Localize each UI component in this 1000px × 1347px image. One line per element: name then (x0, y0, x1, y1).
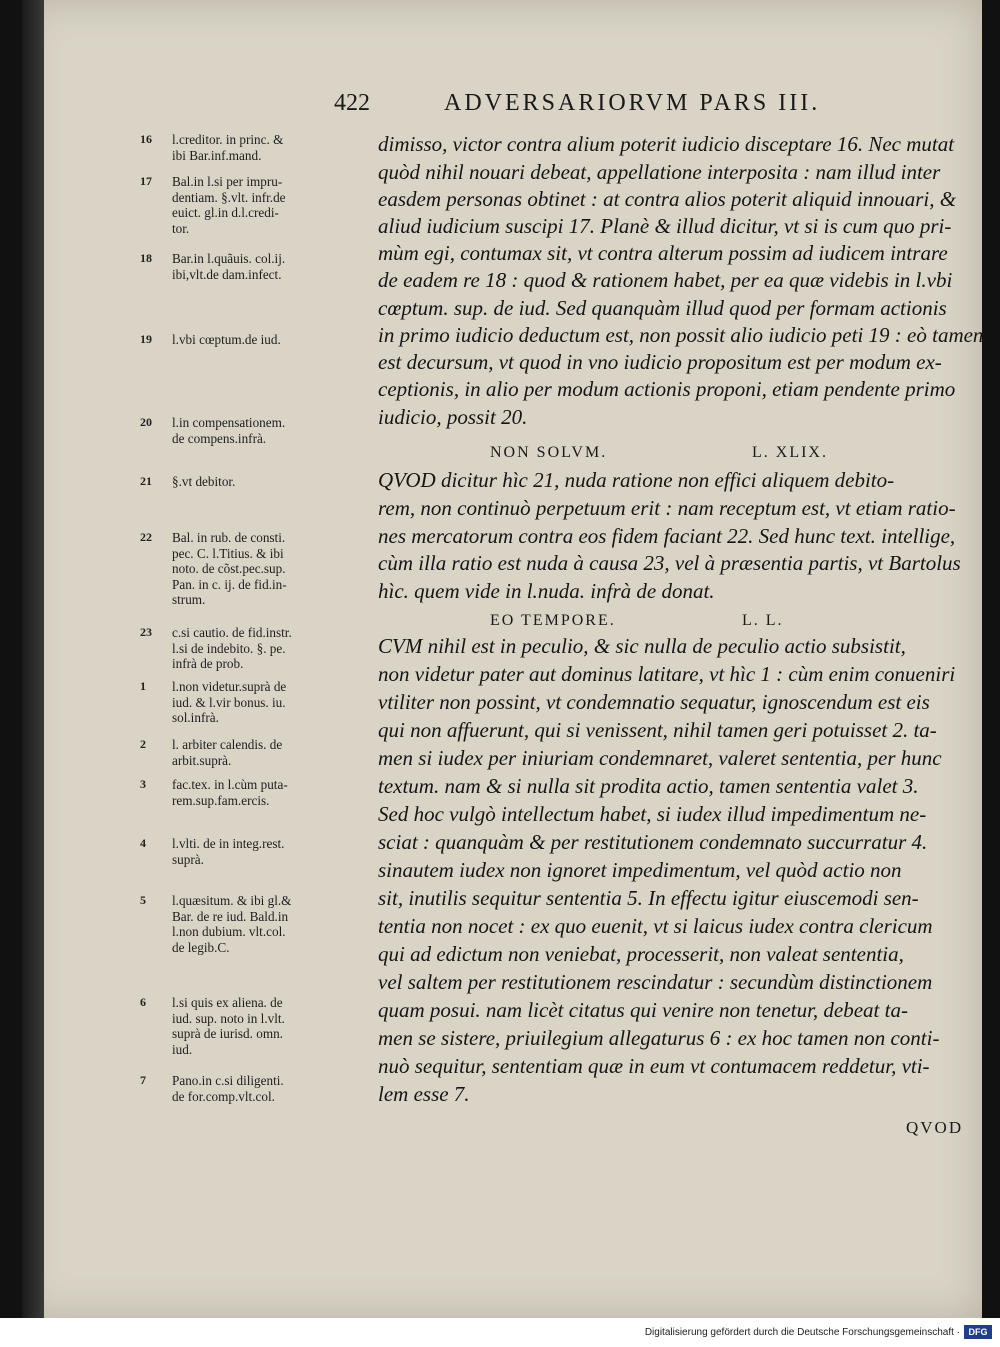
margin-note (140, 737, 377, 768)
section-heading (752, 444, 828, 462)
note-line: euict. gl.in d.l.credi- (172, 205, 279, 220)
binding-shadow (22, 0, 44, 1318)
note-number: 17 (140, 174, 152, 188)
body-line: in primo iudicio deductum est, non possit alio iudicio peti 19 : eò tamen (378, 323, 984, 347)
margin-note (140, 777, 377, 808)
body-line: vtiliter non possint, vt condemnatio sequatur, ignoscendum est eis (378, 690, 930, 714)
note-line: l.si de indebito. §. pe. (172, 640, 286, 656)
note-line: noto. de cõst.pec.sup. (172, 561, 286, 576)
note-line: iud. sup. noto in l.vlt. (172, 1010, 285, 1026)
note-line: c.si cautio. de fid.instr. (172, 625, 292, 640)
note-line: Pan. in c. ij. de fid.in- (172, 576, 287, 592)
body-line: dimisso, victor contra alium poterit iudicio disceptare 16. Nec mutat (378, 132, 955, 156)
margin-note (140, 1073, 377, 1104)
note-number: 1 (140, 679, 146, 693)
note-number: 16 (140, 132, 152, 146)
body-line: sit, inutilis sequitur sententia 5. In effectu igitur eiuscemodi sen- (378, 886, 919, 910)
running-head: ADVERSARIORVM PARS III. (444, 90, 821, 116)
body-line: hìc. quem vide in l.nuda. infrà de donat. (378, 579, 715, 603)
note-number: 7 (140, 1073, 146, 1087)
margin-note (140, 530, 377, 608)
body-line: rem, non continuò perpetuum erit : nam receptum est, vt etiam ratio- (378, 496, 956, 520)
body-line: cùm illa ratio est nuda à causa 23, vel à præsentia partis, vt Bartolus (378, 551, 961, 575)
section-heading (490, 612, 616, 630)
note-number: 23 (140, 625, 152, 639)
body-line: quam posui. nam licèt citatus qui venire non tenetur, debeat ta- (378, 998, 908, 1022)
body-line: ceptionis, in alio per modum actionis proponi, etiam pendente primo (378, 377, 956, 401)
note-line: ibi Bar.inf.mand. (172, 147, 262, 163)
body-line: sinautem iudex non ignoret impedimentum, vel quòd actio non (378, 858, 902, 882)
note-line: strum. (172, 592, 206, 607)
margin-note (140, 251, 377, 282)
note-line: de for.comp.vlt.col. (172, 1088, 275, 1104)
note-number: 19 (140, 332, 152, 346)
note-line: Pano.in c.si diligenti. (172, 1073, 284, 1088)
margin-note (140, 625, 377, 672)
body-line: QVOD dicitur hìc 21, nuda ratione non effici aliquem debito- (378, 468, 895, 492)
note-number: 22 (140, 530, 152, 544)
section-number: L. L. (742, 612, 784, 629)
body-line: qui ad edictum non veniebat, processerit, non valeat sententia, (378, 942, 904, 966)
body-line: men se sistere, priuilegium allegaturus 6 : ex hoc tamen non conti- (378, 1026, 940, 1050)
note-line: dentiam. §.vlt. infr.de (172, 189, 286, 205)
note-line: suprà. (172, 851, 204, 867)
section-title: EO TEMPORE. (490, 612, 616, 629)
body-line: men si iudex per iniuriam condemnaret, valeret sententia, per hunc (378, 746, 942, 770)
note-number: 20 (140, 415, 152, 429)
margin-note (140, 332, 377, 348)
body-line: est decursum, vt quod in vno iudicio propositum est per modum ex- (378, 350, 942, 374)
note-line: Bal. in rub. de consti. (172, 530, 286, 545)
note-line: iud. & l.vir bonus. iu. (172, 694, 286, 710)
note-number: 6 (140, 995, 146, 1009)
note-line: sol.infrà. (172, 710, 219, 725)
note-line: Bal.in l.si per impru- (172, 174, 283, 189)
dfg-logo-icon: DFG (964, 1325, 992, 1339)
book-page (22, 0, 982, 1318)
note-line: rem.sup.fam.ercis. (172, 792, 270, 808)
note-line: tor. (172, 220, 190, 236)
funding-notice: Digitalisierung gefördert durch die Deutsche Forschungsgemeinschaft · (644, 1327, 960, 1338)
body-line: qui non affuerunt, qui si venissent, nihil tamen geri potuisset 2. ta- (378, 718, 937, 742)
section-title: NON SOLVM. (490, 444, 608, 461)
margin-note (140, 893, 377, 955)
page-header (312, 90, 952, 124)
note-line: ibi,vlt.de dam.infect. (172, 266, 282, 282)
margin-note (140, 415, 377, 446)
catchword: QVOD (906, 1118, 964, 1137)
body-line: iudicio, possit 20. (378, 405, 528, 429)
margin-note (140, 132, 377, 163)
note-line: l.in compensationem. (172, 415, 286, 430)
note-line: iud. (172, 1041, 193, 1057)
body-line: easdem personas obtinet : at contra alios poterit aliquid innouari, & (378, 187, 957, 211)
margin-note (140, 474, 377, 490)
body-line: lem esse 7. (378, 1082, 470, 1106)
note-line: l. arbiter calendis. de (172, 737, 283, 752)
note-line: de compens.infrà. (172, 430, 267, 446)
note-line: l.non dubium. vlt.col. (172, 924, 286, 939)
note-number: 5 (140, 893, 146, 907)
note-line: l.non videtur.suprà de (172, 679, 287, 694)
note-number: 4 (140, 836, 146, 850)
note-line: Bar.in l.quãuis. col.ij. (172, 251, 286, 266)
note-line: pec. C. l.Titius. & ibi (172, 545, 284, 561)
body-line: aliud iudicium suscipi 17. Planè & illud dicitur, vt si is cum quo pri- (378, 214, 952, 238)
note-line: l.quæsitum. & ibi gl.& (172, 893, 292, 908)
footer-bar (0, 1318, 1000, 1347)
note-number: 18 (140, 251, 152, 265)
note-line: fac.tex. in l.cùm puta- (172, 777, 288, 792)
margin-note (140, 679, 377, 726)
note-number: 3 (140, 777, 146, 791)
margin-note (140, 995, 377, 1057)
body-line: vel saltem per restitutionem rescindatur : secundùm distinctionem (378, 970, 933, 994)
body-line: non videtur pater aut dominus latitare, vt hìc 1 : cùm enim conueniri (378, 662, 956, 686)
note-line: Bar. de re iud. Bald.in (172, 908, 289, 924)
note-line: arbit.suprà. (172, 752, 232, 768)
body-line: quòd nihil nouari debeat, appellatione interposita : nam illud inter (378, 160, 941, 184)
body-line: CVM nihil est in peculio, & sic nulla de peculio actio subsistit, (378, 634, 906, 658)
note-line: de legib.C. (172, 939, 230, 955)
section-number: L. XLIX. (752, 444, 828, 461)
body-line: nuò sequitur, sententiam quæ in eum vt contumacem reddetur, vti- (378, 1054, 930, 1078)
note-line: infrà de prob. (172, 656, 244, 671)
body-line: textum. nam & si nulla sit prodita actio, tamen sententia valet 3. (378, 774, 919, 798)
body-line: mùm egi, contumax sit, vt contra alterum possim ad iudicem intrare (378, 241, 948, 265)
note-line: l.si quis ex aliena. de (172, 995, 283, 1010)
note-line: suprà de iurisd. omn. (172, 1026, 283, 1041)
page-number: 422 (334, 90, 370, 116)
body-line: Sed hoc vulgò intellectum habet, si iudex illud impedimentum ne- (378, 802, 927, 826)
section-heading (742, 612, 784, 630)
body-line: nes mercatorum contra eos fidem faciant 22. Sed hunc text. intellige, (378, 524, 956, 548)
body-line: tentia non nocet : ex quo euenit, vt si laicus iudex contra clericum (378, 914, 933, 938)
body-line: de eadem re 18 : quod & rationem habet, per ea quæ videbis in l.vbi (378, 268, 953, 292)
body-line: sciat : quanquàm & per restitutionem condemnato succurratur 4. (378, 830, 928, 854)
margin-note (140, 836, 377, 867)
margin-note (140, 174, 377, 236)
note-number: 2 (140, 737, 146, 751)
note-number: 21 (140, 474, 152, 488)
section-heading (490, 444, 607, 462)
note-line: l.vlti. de in integ.rest. (172, 836, 285, 851)
note-line: l.vbi cœptum.de iud. (172, 332, 281, 347)
body-line: cœptum. sup. de iud. Sed quanquàm illud quod per formam actionis (378, 296, 947, 320)
note-line: §.vt debitor. (172, 474, 236, 489)
note-line: l.creditor. in princ. & (172, 132, 284, 147)
